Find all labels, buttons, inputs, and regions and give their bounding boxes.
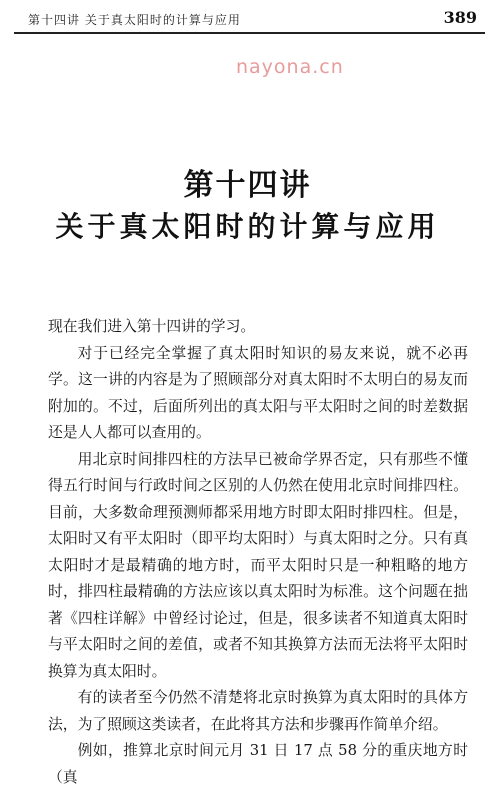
paragraph: 用北京时间排四柱的方法早已被命学界否定，只有那些不懂得五行时间与行政时间之区别的人仍然在使用北京时间排四柱。目前，大多数命理预测师都采用地方时即太阳时排四柱。但是，太阳时又有平太阳时（即平均太阳时）与真太阳时之分。只有真太阳时才是最精确的地方时，而平太阳时只是一种粗略的地方时，排四柱最精确的方法应该以真太阳时为标准。这个问题在拙著《四柱详解》中曾经讨论过，但是，很多读者不知道真太阳时与平太阳时之间的差值，或者不知其换算方法而无法将平太阳时换算为真太阳时。 (48, 450, 468, 680)
page-number: 389 (443, 8, 477, 27)
paragraph: 有的读者至今仍然不清楚将北京时换算为真太阳时的具体方法，为了照顾这类读者，在此将其方法和步骤再作简单介绍。 (48, 689, 468, 733)
body-text (48, 314, 468, 791)
lecture-title: 第十四讲 (183, 168, 312, 203)
paragraph: 对于已经完全掌握了真太阳时知识的易友来说，就不必再学。这一讲的内容是为了照顾部分对真太阳时不太明白的易友而附加的。不过，后面所列出的真太阳与平太阳时之间的时差数据还是人人都可以查用的。 (48, 344, 468, 441)
running-header-title: 第十四讲 关于真太阳时的计算与应用 (28, 13, 241, 27)
paragraph: 例如，推算北京时间元月 31 日 17 点 58 分的重庆地方时（真 (48, 742, 468, 786)
header-rule (14, 32, 485, 34)
paragraph: 现在我们进入第十四讲的学习。 (48, 318, 256, 335)
page-header (0, 0, 495, 42)
lecture-subtitle: 关于真太阳时的计算与应用 (55, 210, 440, 243)
watermark: nayona.cn (236, 56, 344, 78)
